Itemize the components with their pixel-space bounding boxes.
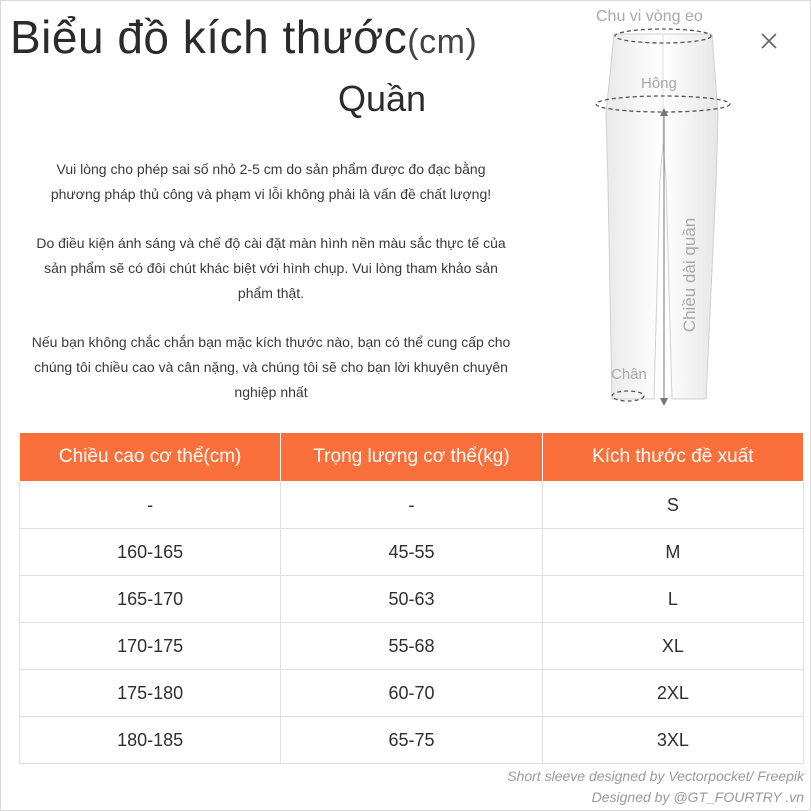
waist-label: Chu vi vòng eo [596,8,703,25]
cell-size: L [542,576,803,623]
cell-size: 3XL [542,717,803,764]
header-weight: Trọng lượng cơ thể(kg) [281,433,542,482]
cell-size: M [542,529,803,576]
note-measurement: Vui lòng cho phép sai số nhỏ 2-5 cm do sản phẩm được đo đạc bằng phương pháp thủ công và phạm vi lỗi không phải là vấn đề chất lượng! [50,161,492,202]
title-text: Biểu đồ kích thước [10,11,408,63]
ankle-label: Chân [611,366,647,383]
length-label: Chiều dài quần [680,217,699,333]
cell-height: 180-185 [20,717,281,764]
table-row [20,482,804,529]
note-color: Do điều kiện ánh sáng và chế độ cài đặt màn hình nền màu sắc thực tế của sản phẩm sẽ có đôi chút khác biệt với hình chụp. Vui lòng tham khảo sản phẩm thật. [36,235,506,301]
cell-height: 165-170 [20,576,281,623]
credit-illustration: Short sleeve designed by Vectorpocket/ Freepik [507,768,804,784]
page-subtitle: Quần [338,78,427,119]
table-row [20,529,804,576]
cell-height: 170-175 [20,623,281,670]
cell-height: 175-180 [20,670,281,717]
cell-weight: 60-70 [281,670,542,717]
table-header-row [20,433,804,482]
title-unit: (cm) [407,23,478,61]
pants-illustration [588,4,738,410]
credits [507,766,804,808]
header-height: Chiều cao cơ thể(cm) [20,433,281,482]
close-button[interactable] [756,28,782,54]
cell-size: XL [542,623,803,670]
header-size: Kích thước đề xuất [542,433,803,482]
size-table [19,432,804,764]
cell-size: 2XL [542,670,803,717]
hip-label: Hông [641,75,677,92]
note-advice: Nếu bạn không chắc chắn bạn mặc kích thước nào, bạn có thể cung cấp cho chúng tôi chiều cao và cân nặng, và chúng tôi sẽ cho bạn lời khuyên chuyên nghiệp nhất [31,334,511,400]
cell-height: - [20,482,281,529]
close-icon [756,28,782,54]
cell-height: 160-165 [20,529,281,576]
cell-weight: - [281,482,542,529]
size-notes [30,157,512,429]
table-row [20,623,804,670]
table-row [20,670,804,717]
cell-weight: 65-75 [281,717,542,764]
cell-weight: 50-63 [281,576,542,623]
cell-weight: 45-55 [281,529,542,576]
credit-designer: Designed by @GT_FOURTRY .vn [591,789,804,805]
cell-weight: 55-68 [281,623,542,670]
table-row [20,717,804,764]
table-row [20,576,804,623]
page-title [10,10,477,64]
cell-size: S [542,482,803,529]
